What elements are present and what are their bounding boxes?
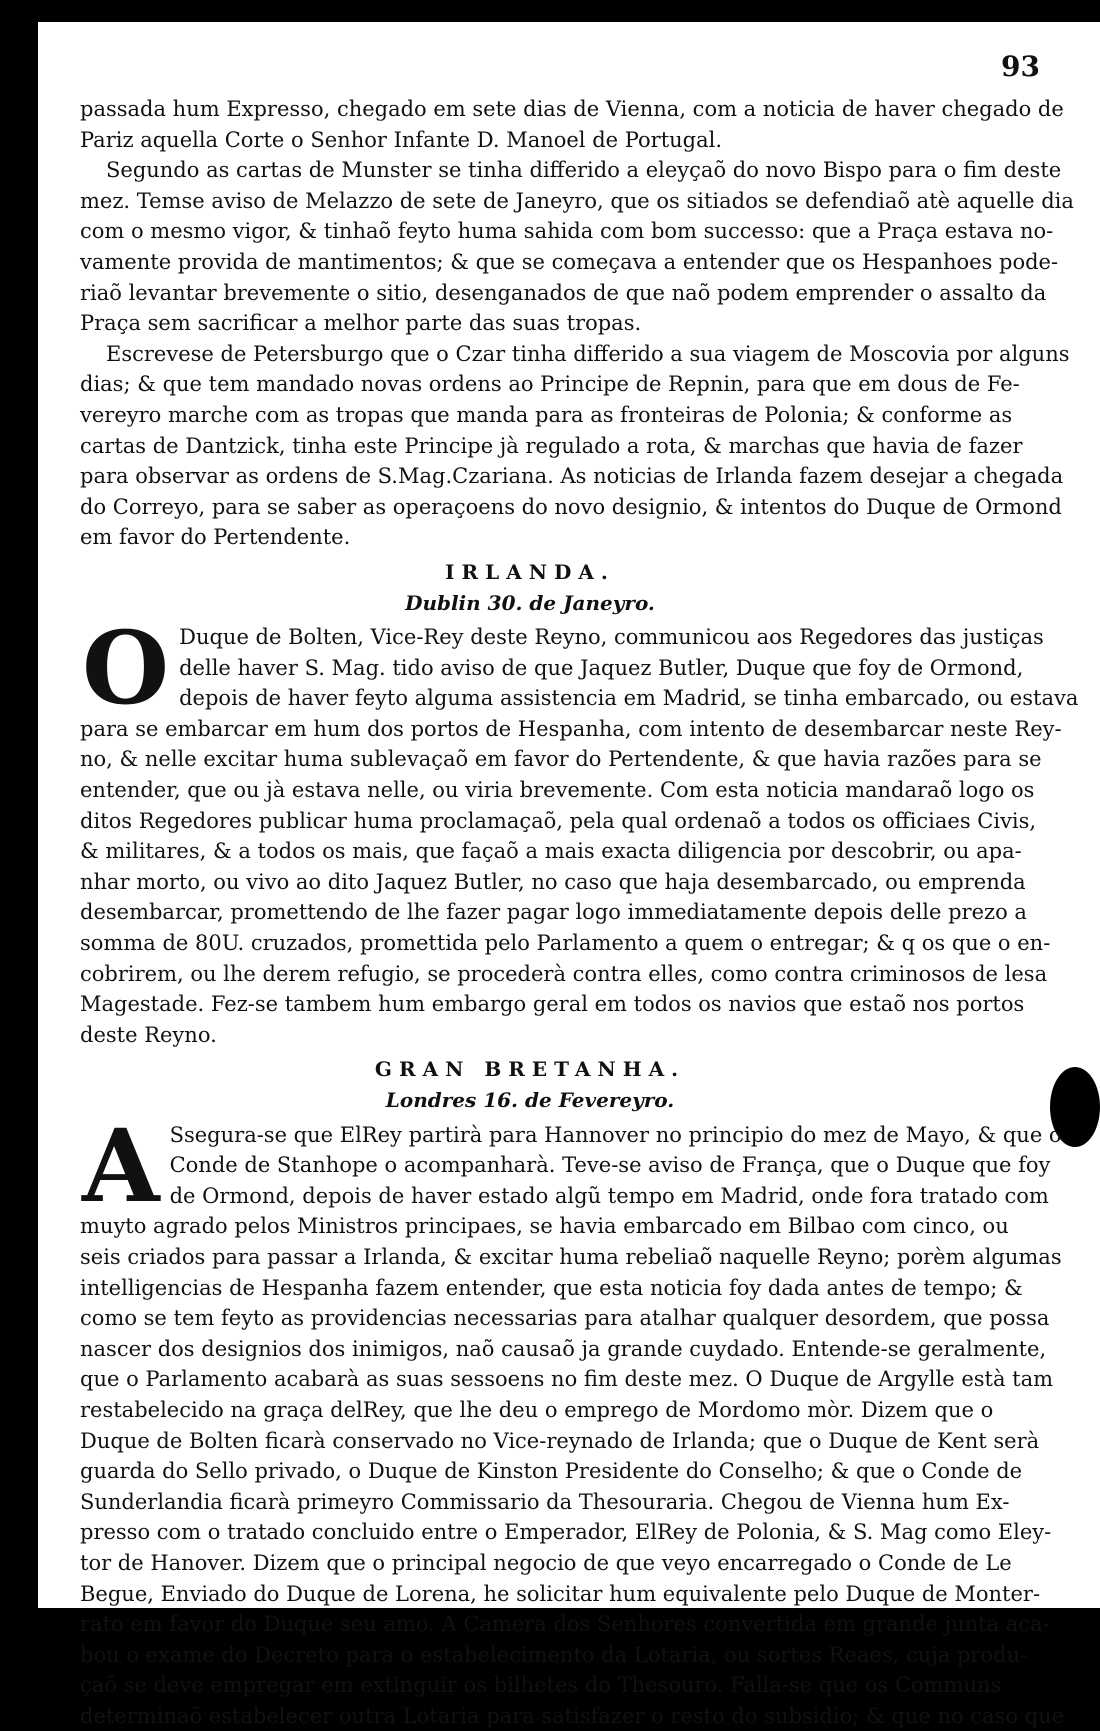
text-line: em favor do Pertendente. [80, 525, 351, 550]
text-line: para observar as ordens de S.Mag.Czariana. As noticias de Irlanda fazem desejar a chegada [80, 464, 1064, 489]
text-line: delle haver S. Mag. tido aviso de que Jaquez Butler, Duque que foy de Ormond, [179, 655, 1024, 680]
text-line: nascer dos designios dos inimigos, naõ causaõ ja grande cuydado. Entende-se geralmente, [80, 1336, 1047, 1361]
text-line: muyto agrado pelos Ministros principaes, se havia embarcado em Bilbao com cinco, ou [80, 1214, 1009, 1239]
text-line: Sunderlandia ficarà primeyro Commissario da Thesouraria. Chegou de Vienna hum Ex- [80, 1489, 1010, 1514]
text-line: do Correyo, para se saber as operaçoens do novo designio, & intentos do Duque de Ormond [80, 494, 1062, 519]
text-line: para se embarcar em hum dos portos de Hespanha, com intento de desembarcar neste Rey- [80, 716, 1062, 741]
text-line: dias; & que tem mandado novas ordens ao Principe de Repnin, para que em dous de Fe- [80, 372, 1020, 397]
text-line: deste Reyno. [80, 1022, 217, 1047]
text-line: passada hum Expresso, chegado em sete dias de Vienna, com a noticia de haver chegado de [80, 97, 1064, 121]
text-line: desembarcar, promettendo de lhe fazer pagar logo immediatamente depois delle prezo a [80, 900, 1027, 925]
page-text [80, 94, 1079, 1731]
text-line: Segundo as cartas de Munster se tinha differido a eleyçaõ do novo Bispo para o fim deste [106, 158, 1062, 183]
text-line: mez. Temse aviso de Melazzo de sete de Janeyro, que os sitiados se defendiaõ atè aquelle dia [80, 188, 1074, 213]
text-line: cobrirem, ou lhe derem refugio, se procederà contra elles, como contra criminosos de lesa [80, 961, 1048, 986]
text-line: guarda do Sello privado, o Duque de Kinston Presidente do Conselho; & que o Conde de [80, 1459, 1023, 1484]
text-line: Ssegura-se que ElRey partirà para Hannover no principio do mez de Mayo, & que o [169, 1122, 1062, 1147]
text-line: Duque de Bolten, Vice-Rey deste Reyno, communicou aos Regedores das justiças [179, 625, 1044, 650]
text-line: intelligencias de Hespanha fazem entender, que esta noticia foy dada antes de tempo; & [80, 1275, 1023, 1300]
text-line: ditos Regedores publicar huma proclamaçaõ, pela qual ordenaõ a todos os officiaes Civis, [80, 808, 1037, 833]
text-line: como se tem feyto as providencias necessarias para atalhar qualquer desordem, que possa [80, 1306, 1050, 1331]
document-page [38, 22, 1100, 1728]
text-line: nhar morto, ou vivo ao dito Jaquez Butler, no caso que haja desembarcado, ou emprenda [80, 869, 1026, 894]
text-line: Magestade. Fez-se tambem hum embargo geral em todos os navios que estaõ nos portos [80, 992, 1025, 1017]
text-line: depois de haver feyto alguma assistencia em Madrid, se tinha embarcado, ou estava [179, 686, 1079, 711]
section-dateline: Dublin 30. de Janeyro. [405, 590, 655, 615]
text-line: Praça sem sacrificar a melhor parte das suas tropas. [80, 311, 642, 336]
text-line: entender, que ou jà estava nelle, ou viria brevemente. Com esta noticia mandaraõ logo os [80, 778, 1035, 803]
text-line: çaõ se deve empregar em extinguir os bilhetes do Thesouro. Falla-se que os Communs [80, 1673, 1002, 1698]
text-line: com o mesmo vigor, & tinhaõ feyto huma sahida com bom successo: que a Praça estava no- [80, 219, 1054, 244]
text-line: somma de 80U. cruzados, promettida pelo Parlamento a quem o entregar; & q os que o en- [80, 931, 1051, 956]
text-line: de Ormond, depois de haver estado algũ tempo em Madrid, onde fora tratado com [169, 1183, 1049, 1208]
section-heading: IRLANDA. [445, 559, 615, 584]
text-line: que o Parlamento acabarà as suas sessoens no fim deste mez. O Duque de Argylle està tam [80, 1367, 1054, 1392]
intro-block [80, 94, 1074, 553]
text-line: determinaõ estabelecer outra Lotaria para satisfazer o resto do subsidio; & que no caso que [80, 1703, 1065, 1728]
text-line: vereyro marche com as tropas que manda para as fronteiras de Polonia; & conforme as [80, 402, 1013, 427]
text-line: Escrevese de Petersburgo que o Czar tinha differido a sua viagem de Moscovia por alguns [106, 341, 1070, 366]
text-line: bou o exame do Decreto para o estabelecimento da Lotaria, ou sortes Reaes, cuja produ- [80, 1642, 1028, 1667]
section-body [80, 1106, 1065, 1731]
text-line: & militares, & a todos os mais, que façaõ a mais exacta diligencia por descobrir, ou apa- [80, 839, 1022, 864]
text-line: seis criados para passar a Irlanda, & excitar huma rebeliaõ naquelle Reyno; porèm algumas [80, 1244, 1062, 1269]
text-line: Duque de Bolten ficarà conservado no Vice-reynado de Irlanda; que o Duque de Kent serà [80, 1428, 1040, 1453]
drop-cap: A [82, 1106, 160, 1225]
text-line: restabelecido na graça delRey, que lhe deu o emprego de Mordomo mòr. Dizem que o [80, 1397, 994, 1422]
text-line: vamente provida de mantimentos; & que se começava a entender que os Hespanhoes pode- [80, 249, 1059, 274]
section-dateline: Londres 16. de Fevereyro. [385, 1088, 675, 1112]
drop-cap: O [82, 609, 170, 728]
text-line: presso com o tratado concluido entre o Emperador, ElRey de Polonia, & S. Mag como Eley- [80, 1520, 1052, 1545]
page-number: 93 [1001, 50, 1040, 83]
section-body [80, 609, 1079, 1050]
section-heading: GRAN BRETANHA. [374, 1057, 686, 1082]
text-line: cartas de Dantzick, tinha este Principe jà regulado a rota, & marchas que havia de fazer [80, 433, 1023, 458]
text-line: tor de Hanover. Dizem que o principal negocio de que veyo encarregado o Conde de Le [80, 1550, 1012, 1575]
text-line: Begue, Enviado do Duque de Lorena, he solicitar hum equivalente pelo Duque de Monter- [80, 1581, 1041, 1606]
text-line: Conde de Stanhope o acompanharà. Teve-se aviso de França, que o Duque que foy [169, 1153, 1051, 1178]
text-line: riaõ levantar brevemente o sitio, desenganados de que naõ podem emprender o assalto da [80, 280, 1047, 305]
text-line: no, & nelle excitar huma sublevaçaõ em favor do Pertendente, & que havia razões para se [80, 747, 1042, 772]
text-line: rato em favor do Duque seu amo. A Camera dos Senhores convertida em grande junta aca- [80, 1612, 1050, 1637]
book-spine-shadow [0, 0, 20, 1608]
text-line: Pariz aquella Corte o Senhor Infante D. Manoel de Portugal. [80, 127, 723, 152]
